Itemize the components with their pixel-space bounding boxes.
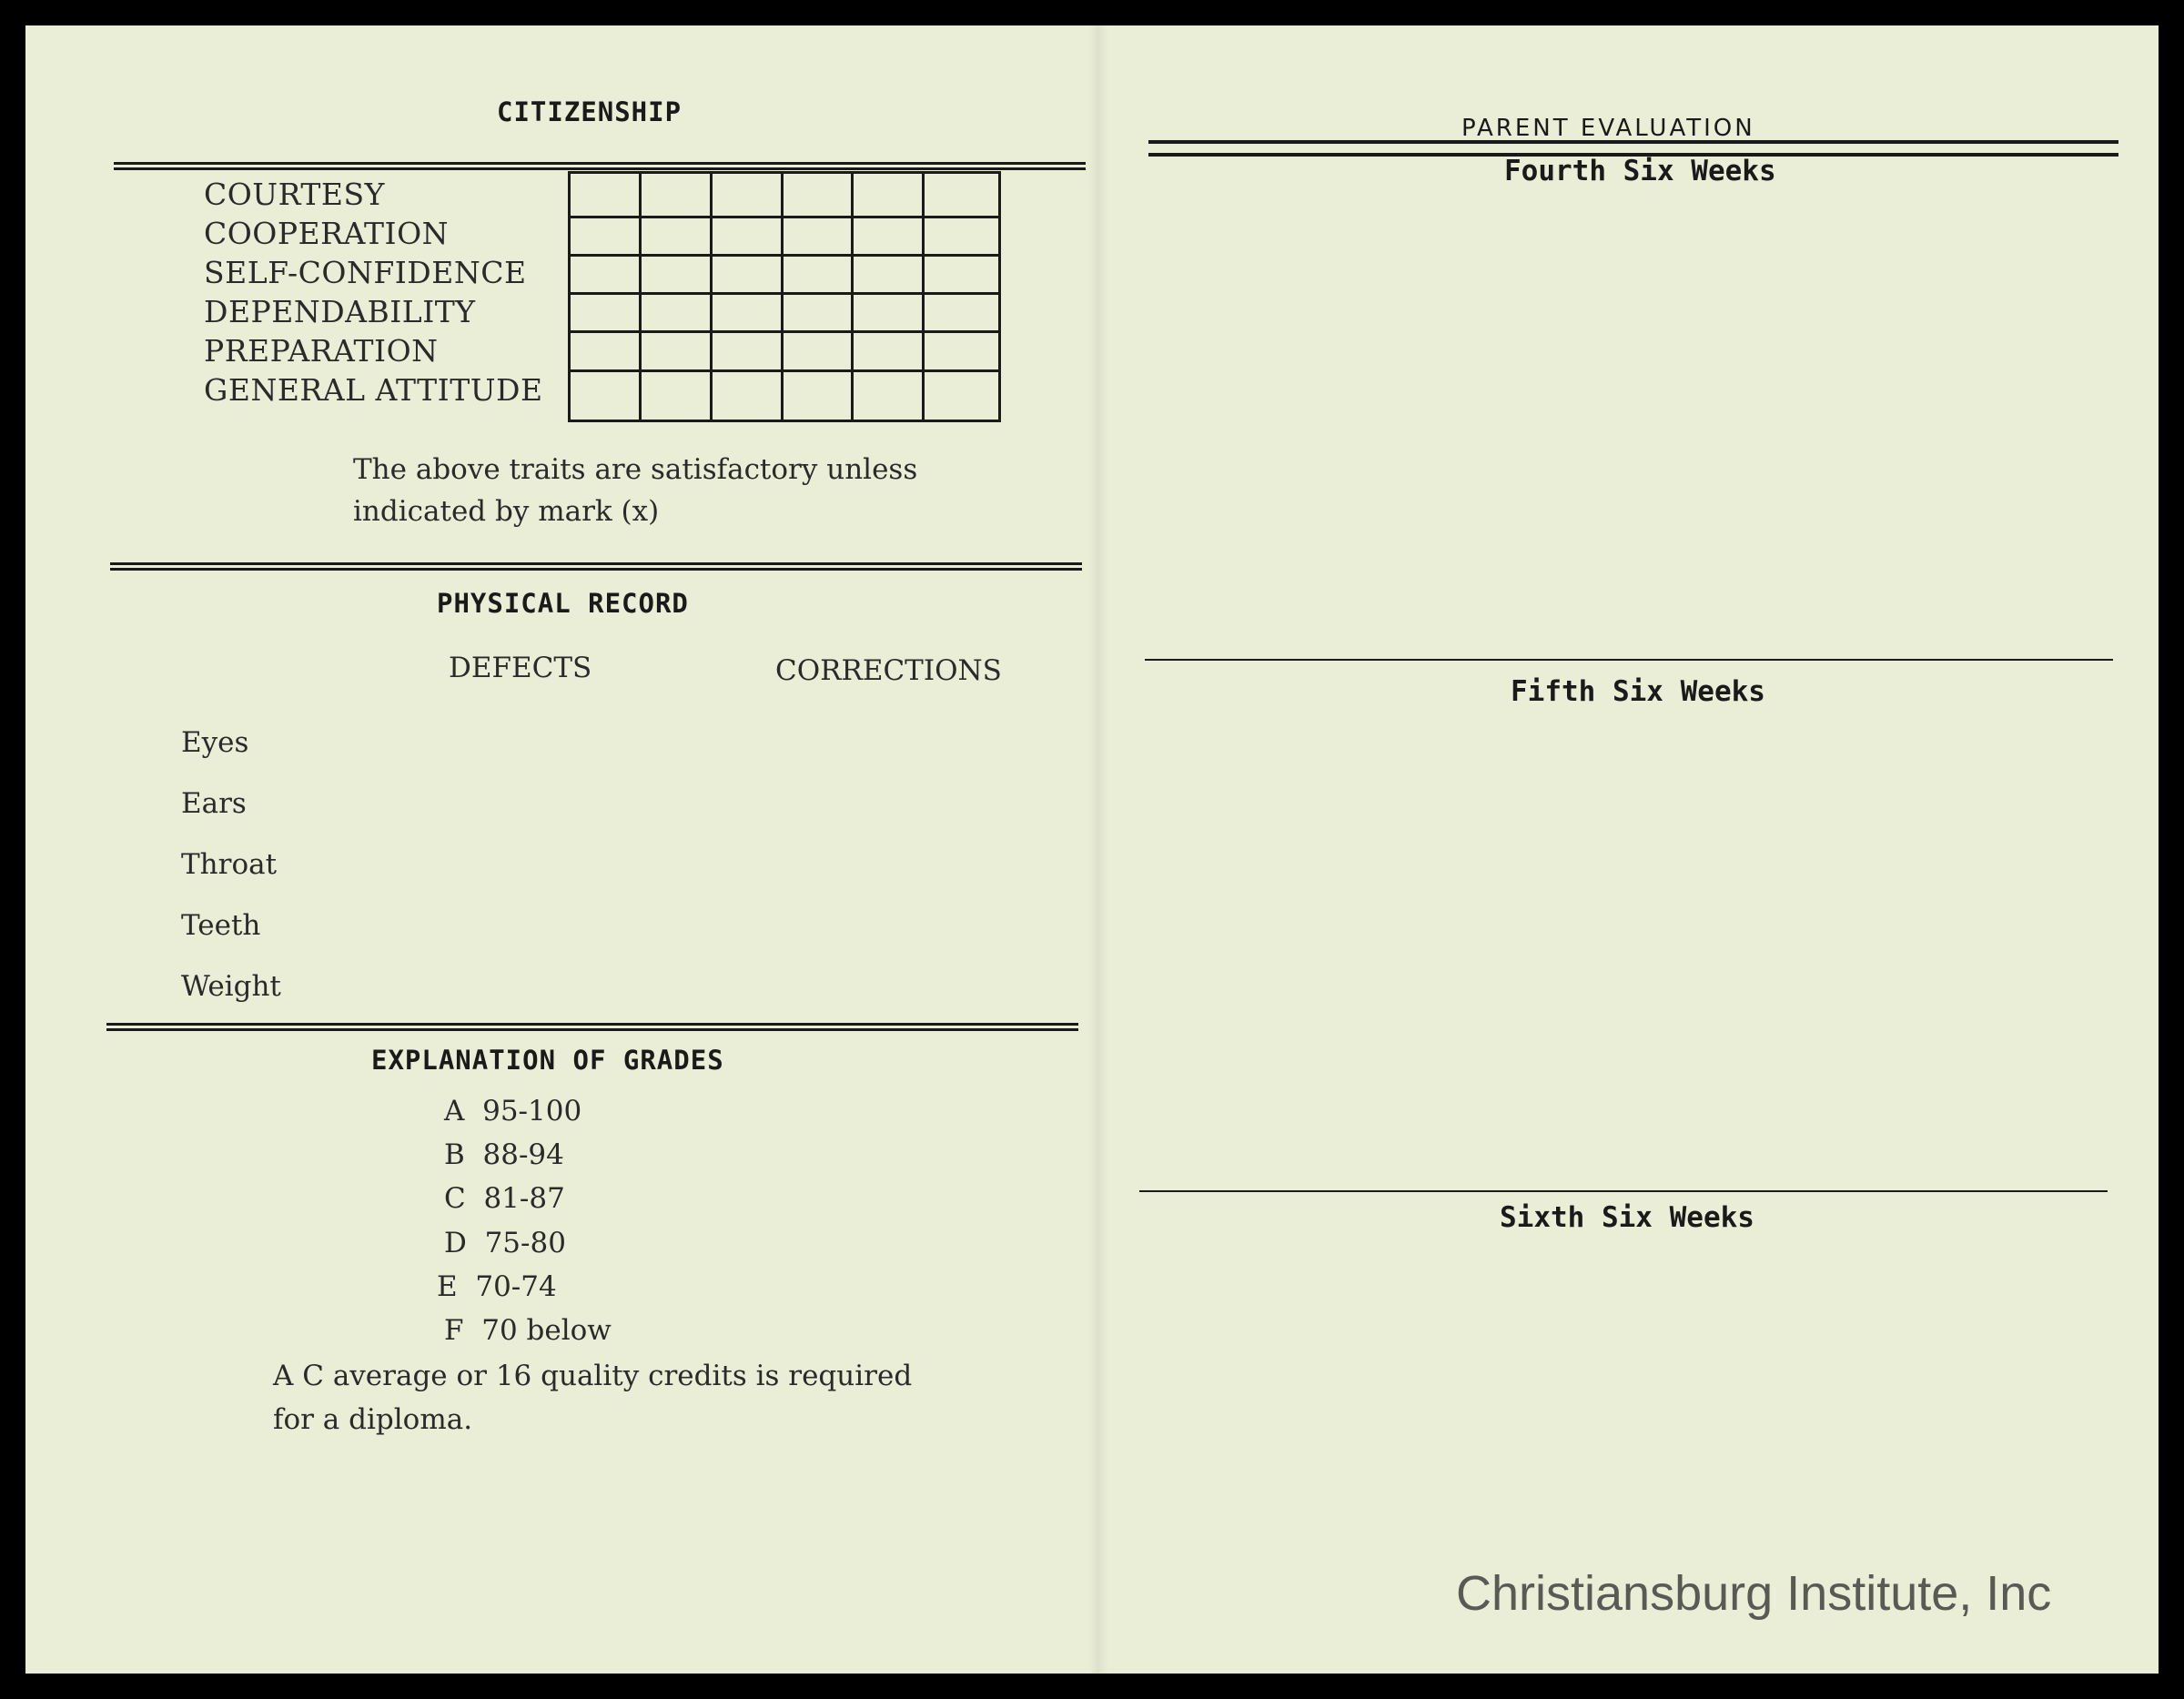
- diploma-requirement-line2: for a diploma.: [273, 1403, 473, 1436]
- watermark-text: Christiansburg Institute, Inc: [1456, 1566, 2052, 1621]
- physical-row-teeth: Teeth: [181, 909, 261, 942]
- citizenship-note-line2: indicated by mark (x): [353, 495, 660, 528]
- physical-row-throat: Throat: [181, 848, 278, 881]
- grades-title: EXPLANATION OF GRADES: [371, 1045, 724, 1076]
- grades-top-rule: [106, 1023, 1078, 1031]
- citizenship-title: CITIZENSHIP: [497, 96, 682, 127]
- trait-dependability: DEPENDABILITY: [204, 294, 476, 329]
- fourth-six-weeks-label: Fourth Six Weeks: [1504, 155, 1776, 187]
- fifth-six-weeks-rule: [1145, 659, 2113, 661]
- trait-self-confidence: SELF-CONFIDENCE: [204, 255, 527, 290]
- grade-a: A 95-100: [444, 1095, 582, 1128]
- corrections-header: CORRECTIONS: [775, 654, 1002, 687]
- trait-courtesy: COURTESY: [204, 177, 385, 212]
- defects-header: DEFECTS: [449, 652, 592, 684]
- diploma-requirement-line1: A C average or 16 quality credits is required: [273, 1360, 913, 1392]
- fifth-six-weeks-label: Fifth Six Weeks: [1511, 675, 1765, 708]
- citizenship-mark-grid: [568, 171, 1001, 422]
- sixth-six-weeks-label: Sixth Six Weeks: [1500, 1201, 1754, 1234]
- grade-b: B 88-94: [444, 1138, 564, 1171]
- grade-f: F 70 below: [444, 1314, 612, 1347]
- physical-row-eyes: Eyes: [181, 726, 249, 759]
- trait-preparation: PREPARATION: [204, 333, 439, 369]
- parent-evaluation-title: PARENT EVALUATION: [1461, 115, 1755, 142]
- report-card-sheet: [25, 25, 2159, 1674]
- citizenship-top-rule: [114, 162, 1086, 170]
- center-fold: [1088, 25, 1108, 1674]
- sixth-six-weeks-rule: [1139, 1190, 2108, 1192]
- physical-top-rule: [110, 562, 1082, 571]
- trait-cooperation: COOPERATION: [204, 216, 450, 251]
- grade-d: D 75-80: [444, 1227, 566, 1259]
- grade-e: E 70-74: [437, 1270, 557, 1303]
- physical-record-title: PHYSICAL RECORD: [437, 588, 689, 619]
- physical-row-weight: Weight: [181, 970, 281, 1003]
- trait-general-attitude: GENERAL ATTITUDE: [204, 372, 543, 408]
- citizenship-note-line1: The above traits are satisfactory unless: [353, 453, 918, 486]
- physical-row-ears: Ears: [181, 787, 247, 820]
- grade-c: C 81-87: [444, 1182, 565, 1215]
